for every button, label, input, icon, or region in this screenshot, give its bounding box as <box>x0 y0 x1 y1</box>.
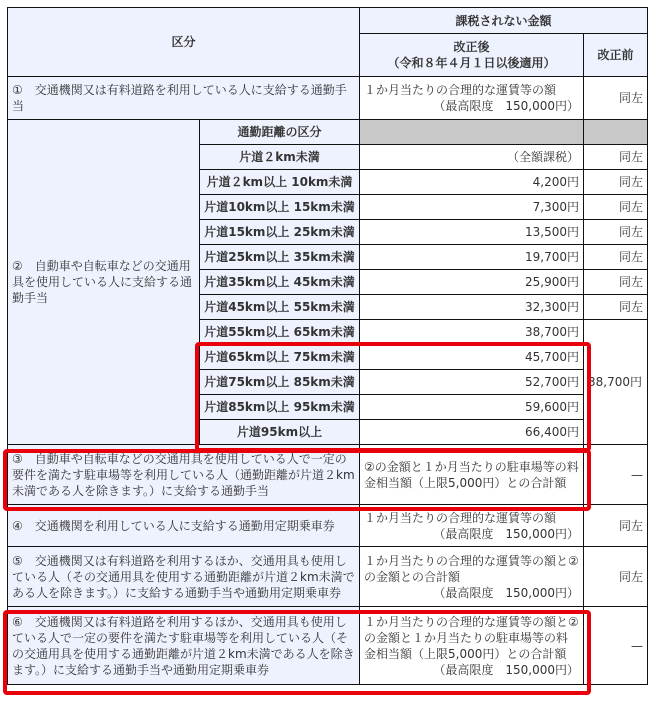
distance-after: 45,700円 <box>360 345 584 370</box>
distance-after: 32,300円 <box>360 295 584 320</box>
distance-before: 同左 <box>584 270 648 295</box>
header-nontaxable-amount: 課税されない金額 <box>360 8 648 34</box>
table-row <box>8 607 648 685</box>
distance-after: 38,700円 <box>360 320 584 345</box>
distance-header: 通勤距離の区分 <box>200 120 360 145</box>
distance-range: 片道95km以上 <box>200 420 360 445</box>
distance-range: 片道10km以上 15km未満 <box>200 195 360 220</box>
row5-before: 同左 <box>584 547 648 607</box>
row6-label: ⑥ 交通機関又は有料道路を利用するほか、交通用具も使用している人で一定の要件を満たす駐車場等を利用している人（その交通用具を使用する通勤距離が片道２km未満である人を除きます。）に支給する通勤手当や通勤用定期乗車券 <box>8 607 360 685</box>
distance-range: 片道65km以上 75km未満 <box>200 345 360 370</box>
distance-before: 同左 <box>584 295 648 320</box>
distance-range: 片道２km未満 <box>200 145 360 170</box>
row6-after-line1: １か月当たりの合理的な運賃等の額と②の金額と１か月当たりの駐車場等の料金相当額（上限5,000円）との合計額 <box>364 614 579 661</box>
row4-after-line1: １か月当たりの合理的な運賃等の額 <box>364 510 557 525</box>
row2-label: ② 自動車や自転車などの交通用具を使用している人に支給する通勤手当 <box>8 120 200 445</box>
row4-after-line2: （最高限度 150,000円） <box>433 526 580 541</box>
distance-after: 66,400円 <box>360 420 584 445</box>
row5-after-line1: １か月当たりの合理的な運賃等の額と②の金額との合計額 <box>364 553 579 584</box>
table-row <box>8 77 648 120</box>
row4-before: 同左 <box>584 505 648 547</box>
distance-before: 同左 <box>584 220 648 245</box>
table-row <box>8 120 648 145</box>
distance-range: 片道75km以上 85km未満 <box>200 370 360 395</box>
row4-label: ④ 交通機関を利用している人に支給する通勤用定期乗車券 <box>8 505 360 547</box>
row1-after-line2: （最高限度 150,000円） <box>433 99 580 113</box>
row3-before: — <box>584 445 648 505</box>
header-category: 区分 <box>8 8 360 77</box>
row6-after-line2: （最高限度 150,000円） <box>433 662 580 677</box>
distance-range: 片道85km以上 95km未満 <box>200 395 360 420</box>
row6-before: — <box>584 607 648 685</box>
header-after-revision <box>360 34 584 77</box>
table-row <box>8 547 648 607</box>
row6-after <box>360 607 584 685</box>
gray-cell <box>584 120 648 145</box>
distance-before: 同左 <box>584 170 648 195</box>
distance-after: 25,900円 <box>360 270 584 295</box>
row1-after <box>360 77 584 120</box>
row3-label: ③ 自動車や自転車などの交通用具を使用している人で一定の要件を満たす駐車場等を利用している人（通勤距離が片道２km未満である人を除きます。）に支給する通勤手当 <box>8 445 360 505</box>
commuting-allowance-table <box>7 7 648 685</box>
row5-label: ⑤ 交通機関又は有料道路を利用するほか、交通用具も使用している人（その交通用具を使用する通勤距離が片道２km未満である人を除きます。）に支給する通勤手当や通勤用定期乗車券 <box>8 547 360 607</box>
gray-cell <box>360 120 584 145</box>
distance-range: 片道55km以上 65km未満 <box>200 320 360 345</box>
distance-after: 7,300円 <box>360 195 584 220</box>
row1-label: ① 交通機関又は有料道路を利用している人に支給する通勤手当 <box>8 77 360 120</box>
row5-after <box>360 547 584 607</box>
table-row <box>8 445 648 505</box>
table-row <box>8 505 648 547</box>
row5-after-line2: （最高限度 150,000円） <box>433 585 580 600</box>
distance-after: 19,700円 <box>360 245 584 270</box>
distance-range: 片道45km以上 55km未満 <box>200 295 360 320</box>
distance-range: 片道15km以上 25km未満 <box>200 220 360 245</box>
distance-after: 13,500円 <box>360 220 584 245</box>
distance-after: 4,200円 <box>360 170 584 195</box>
distance-after: 52,700円 <box>360 370 584 395</box>
distance-before: 同左 <box>584 245 648 270</box>
distance-before: 同左 <box>584 195 648 220</box>
row3-after: ②の金額と１か月当たりの駐車場等の料金相当額（上限5,000円）との合計額 <box>360 445 584 505</box>
distance-after: （全額課税） <box>360 145 584 170</box>
after-revision-label: 改正後 <box>453 40 490 54</box>
distance-before-merged: 38,700円 <box>584 320 648 445</box>
header-before-revision: 改正前 <box>584 34 648 77</box>
row1-before: 同左 <box>584 77 648 120</box>
row4-after <box>360 505 584 547</box>
row1-after-line1: １か月当たりの合理的な運賃等の額 <box>364 83 557 97</box>
distance-before: 同左 <box>584 145 648 170</box>
distance-range: 片道25km以上 35km未満 <box>200 245 360 270</box>
distance-range: 片道２km以上 10km未満 <box>200 170 360 195</box>
distance-after: 59,600円 <box>360 395 584 420</box>
distance-range: 片道35km以上 45km未満 <box>200 270 360 295</box>
after-revision-note: （令和８年４月１日以後適用） <box>387 56 556 70</box>
